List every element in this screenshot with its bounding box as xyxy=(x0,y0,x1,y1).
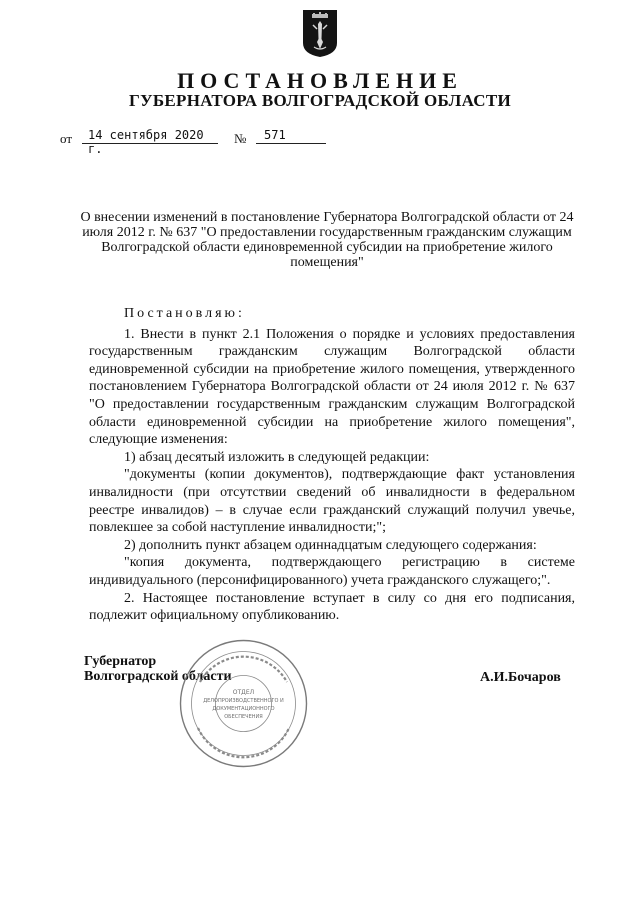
coat-of-arms-icon xyxy=(302,9,338,58)
dateline xyxy=(60,128,340,156)
document-title: ПОСТАНОВЛЕНИЕ xyxy=(177,68,463,93)
stamp-line-3: ДОКУМЕНТАЦИОННОГО xyxy=(212,706,275,712)
office-stamp xyxy=(176,636,311,771)
signatory-name: А.И.Бочаров xyxy=(480,670,561,685)
document-subject: О внесении изменений в постановление Губернатора Волгоградской области от 24 июля 2012 г. № 637 "О предоставлении государственным гражданским служащим Волгоградской области единовременной субсидии на приобретение жилого помещения" xyxy=(80,210,574,270)
document-date: 14 сентября 2020 г. xyxy=(82,128,218,144)
paragraph-2: 1) абзац десятый изложить в следующей редакции: xyxy=(124,449,430,465)
paragraph-6: 2. Настоящее постановление вступает в силу со дня его подписания, подлежит официальному опубликованию. xyxy=(89,590,575,624)
paragraph-5: "копия документа, подтверждающего регистрацию в системе индивидуального (персонифицированного) учета гражданского служащего;". xyxy=(89,555,575,588)
stamp-line-1: ОТДЕЛ xyxy=(232,689,255,696)
document-subtitle: ГУБЕРНАТОРА ВОЛГОГРАДСКОЙ ОБЛАСТИ xyxy=(128,91,512,110)
decree-word: Постановляю: xyxy=(124,306,245,321)
from-label: от xyxy=(60,131,73,146)
paragraph-1: 1. Внести в пункт 2.1 Положения о порядке и условиях предоставления государственным гражданским служащим Волгоградской области единовременной субсидии на приобретение жилого помещения, утвержденного постановлением Губернатора Волгоградской области от 24 июля 2012 г. № 637 "О предоставлении государственным гражданским служащим Волгоградской области единовременной субсидии на приобретение жилого помещения", следующие изменения: xyxy=(89,326,575,448)
stamp-line-2: ДЕЛОПРОИЗВОДСТВЕННОГО И xyxy=(203,698,284,704)
position-line-2: Волгоградской области xyxy=(84,669,232,684)
paragraph-4: 2) дополнить пункт абзацем одиннадцатым следующего содержания: xyxy=(124,537,537,553)
number-label: № xyxy=(234,131,247,146)
position-line-1: Губернатор xyxy=(84,654,157,669)
document-body xyxy=(89,305,575,625)
document-number: 571 xyxy=(256,128,326,144)
stamp-line-4: ОБЕСПЕЧЕНИЯ xyxy=(224,714,263,720)
paragraph-3: "документы (копии документов), подтверждающие факт установления инвалидности (при отсутствии сведений об инвалидности в федеральном реестре инвалидов) – в случае если гражданский служащий получил увечье, повлекшее за собой наступление инвалидности;"; xyxy=(89,467,575,536)
